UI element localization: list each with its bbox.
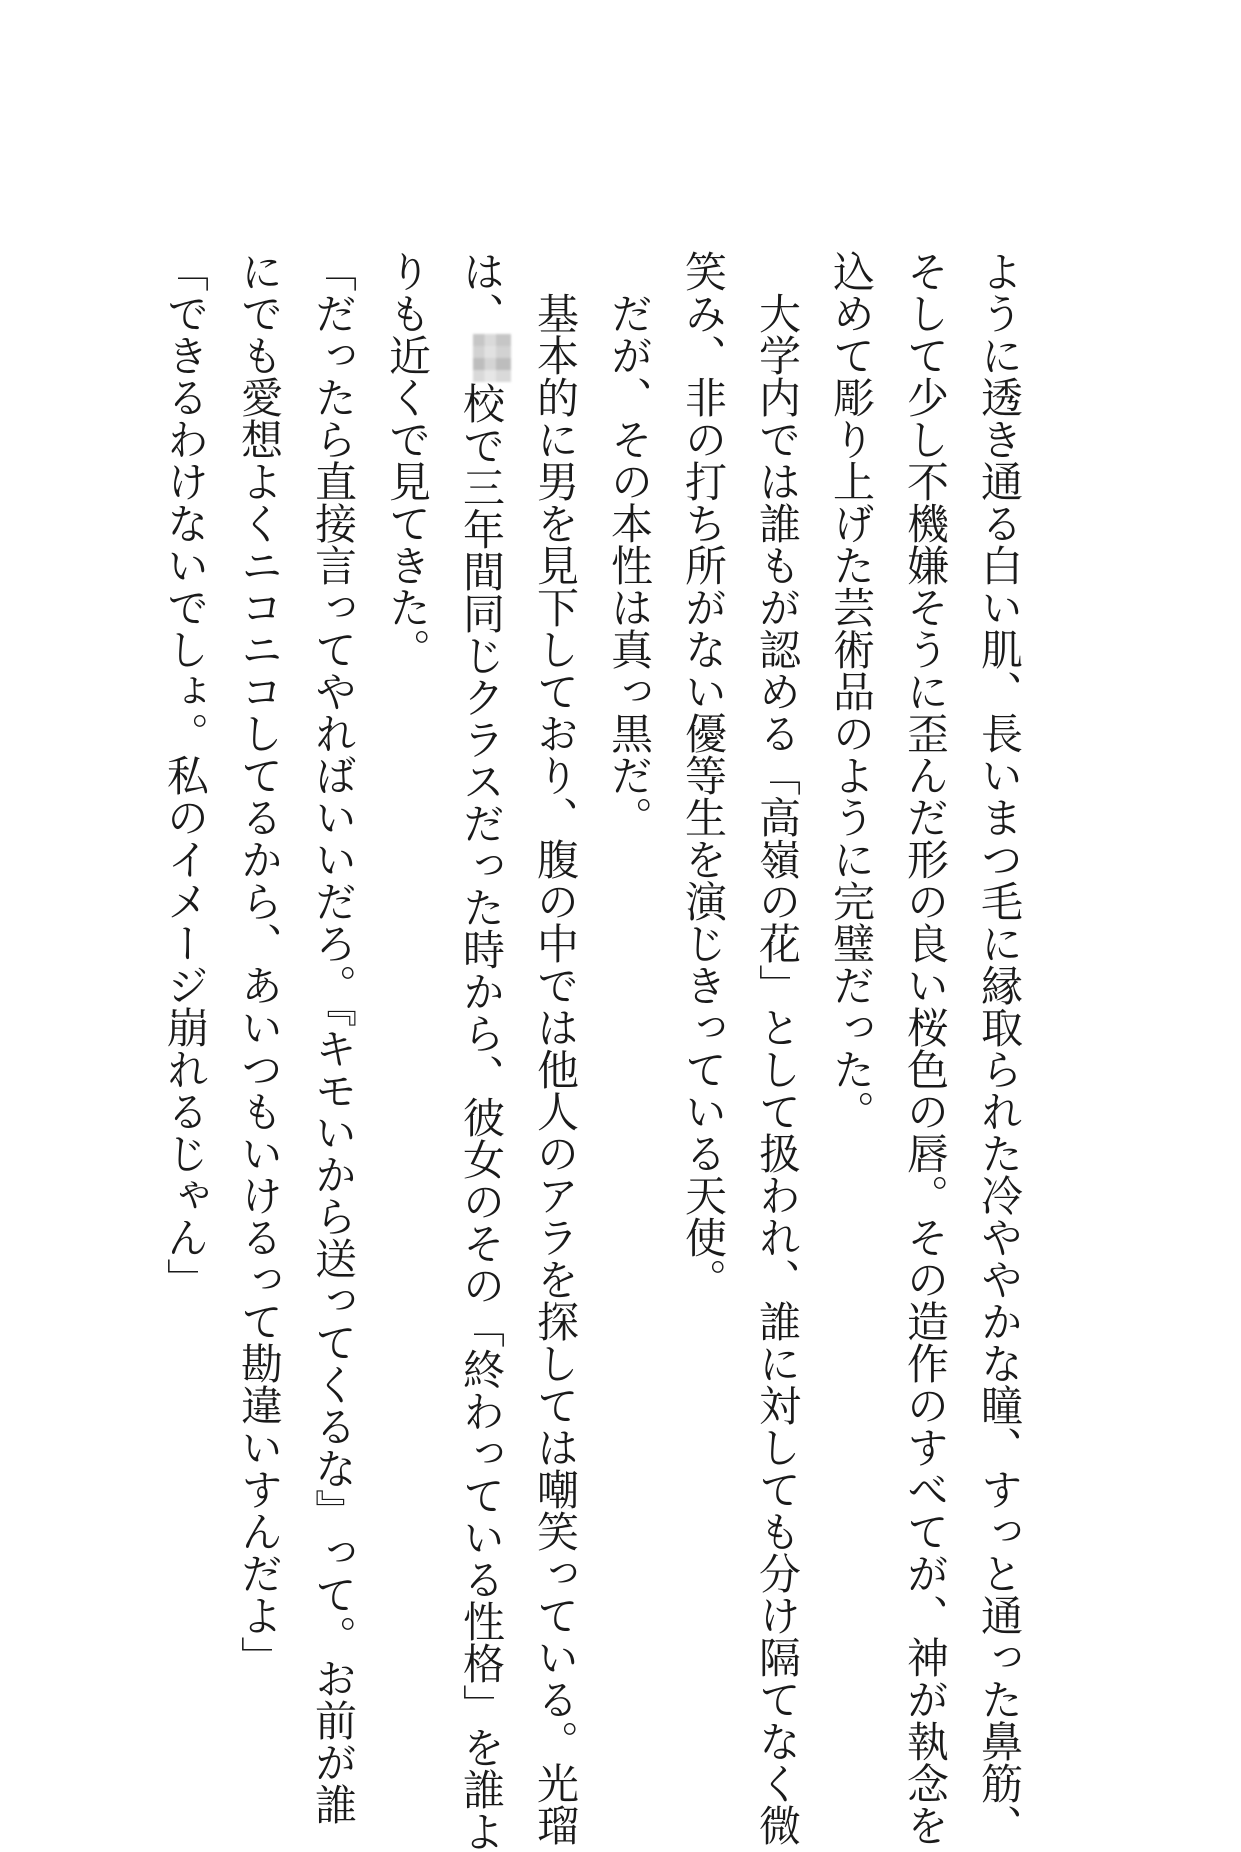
text-line: 笑み、非の打ち所がない優等生を演じきっている天使。 — [679, 250, 728, 1300]
text-line: 込めて彫り上げた芸術品のように完璧だった。 — [827, 250, 876, 1132]
dialogue-line: 「できるわけないでしょ。私のイメージ崩れるじゃん」 — [161, 250, 210, 1300]
text-line: 基本的に男を見下しており、腹の中では他人のアラを探しては嘲笑っている。光瑠 — [531, 250, 580, 1846]
text-line: ように透き通る白い肌、長いまつ毛に縁取られた冷ややかな瞳、すっと通った鼻筋、 — [975, 250, 1024, 1846]
text-line: だが、その本性は真っ黒だ。 — [605, 250, 654, 838]
text-line: そして少し不機嫌そうに歪んだ形の良い桜色の唇。その造作のすべてが、神が執念を — [901, 250, 950, 1846]
vertical-text-body — [148, 250, 1036, 1852]
text-fragment: は、 — [457, 250, 506, 334]
dialogue-line: にでも愛想よくニコニコしてるから、あいつもいけるって勘違いすんだよ」 — [235, 250, 284, 1678]
dialogue-line: 「だったら直接言ってやればいいだろ。『キモいから送ってくるな』って。お前が誰 — [309, 250, 358, 1825]
text-line: りも近くで見てきた。 — [383, 250, 432, 670]
mosaic-censor-block — [473, 334, 511, 382]
text-fragment: 校で三年間同じクラスだった時から、彼女のその「終わっている性格」を誰よ — [457, 382, 506, 1852]
text-line: 大学内では誰もが認める「高嶺の花」として扱われ、誰に対しても分け隔てなく微 — [753, 250, 802, 1846]
text-line-with-censor — [444, 250, 518, 1852]
